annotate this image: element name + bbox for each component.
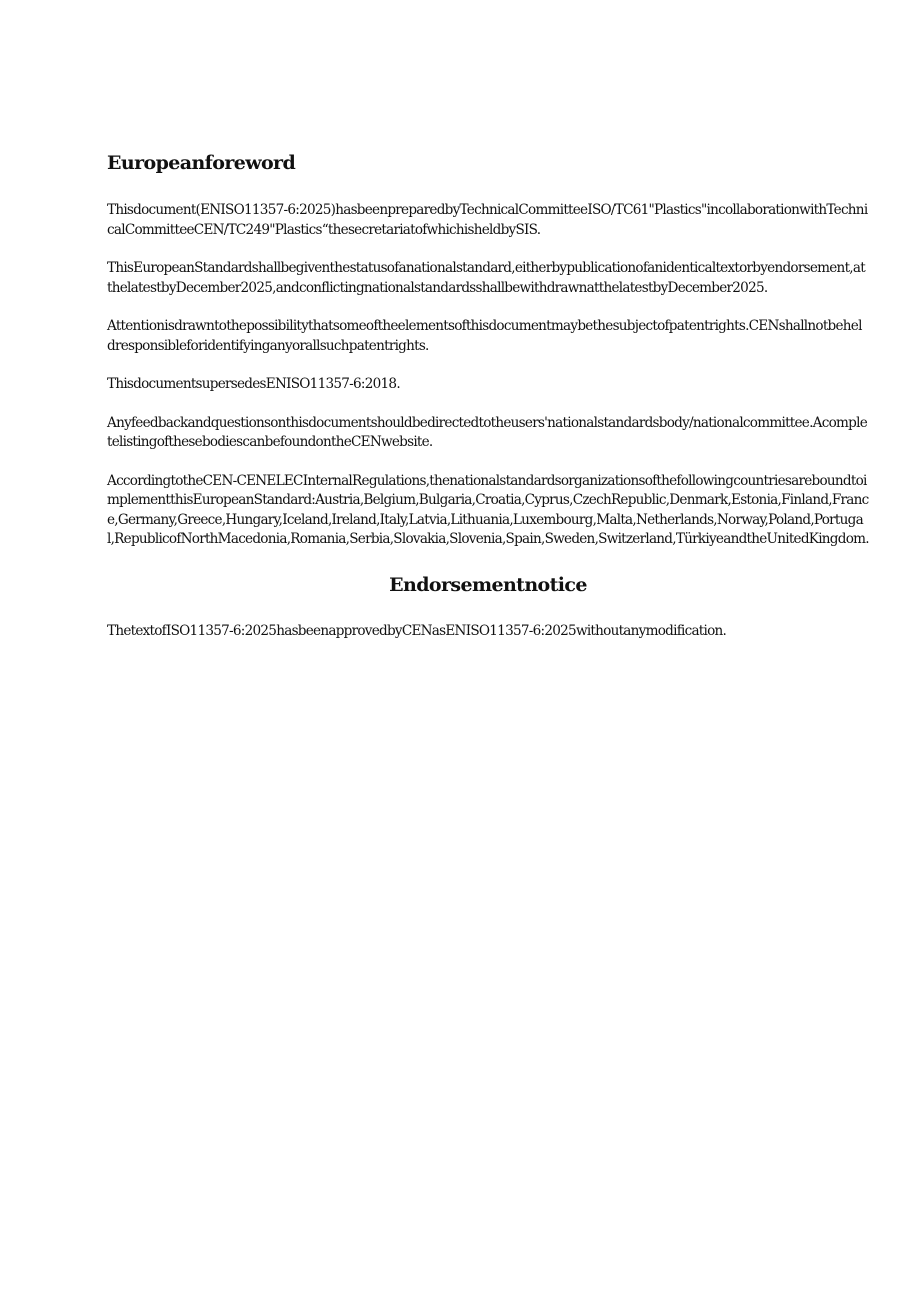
foreword-paragraph-countries: AccordingtotheCEN-CENELECInternalRegulations,thenationalstandardsorganizationsofthefollowingcountriesareboundtoimplementthisEuropeanStandard:Austria,Belgium,Bulgaria,Croatia,Cyprus,CzechRepublic,Denmark,Estonia,Finland,France,Germany,Greece,Hungary,Iceland,Ireland,Italy,Latvia,Lithuania,Luxembourg,Malta,Netherlands,Norway,Poland,Portugal,RepublicofNorthMacedonia,Romania,Serbia,Slovakia,Slovenia,Spain,Sweden,Switzerland,TürkiyeandtheUnitedKingdom. bbox=[107, 472, 869, 547]
endorsement-heading: Endorsementnotice bbox=[389, 573, 587, 596]
foreword-paragraph-feedback: Anyfeedbackandquestionsonthisdocumentshouldbedirectedtotheusers'nationalstandardsbody/nationalcommittee.AcompletelistingofthesebodiescanbefoundontheCENwebsite. bbox=[107, 414, 868, 450]
foreword-paragraph-patents: Attentionisdrawntothepossibilitythatsomeoftheelementsofthisdocumentmaybethesubjectofpatentrights.CENshallnotbeheldresponsibleforidentifyinganyorallsuchpatentrights. bbox=[107, 318, 862, 354]
foreword-paragraph-status: ThisEuropeanStandardshallbegiventhestatusofanationalstandard,eitherbypublicationofanidenticaltextorbyendorsement,atthelatestbyDecember2025,andconflictingnationalstandardsshallbewithdrawnatthelatestbyDecember2025. bbox=[107, 260, 865, 296]
foreword-paragraph-preparation: Thisdocument(ENISO11357-6:2025)hasbeenpreparedbyTechnicalCommitteeISO/TC61"Plastics"incollaborationwithTechnicalCommitteeCEN/TC249"Plastics“thesecretariatofwhichisheldbySIS. bbox=[107, 202, 868, 238]
document-page bbox=[107, 150, 869, 660]
foreword-paragraph-supersedes: ThisdocumentsupersedesENISO11357-6:2018. bbox=[107, 376, 400, 392]
endorsement-text: ThetextofISO11357-6:2025hasbeenapprovedbyCENasENISO11357-6:2025withoutanymodification. bbox=[107, 622, 727, 639]
foreword-heading: Europeanforeword bbox=[107, 152, 296, 174]
